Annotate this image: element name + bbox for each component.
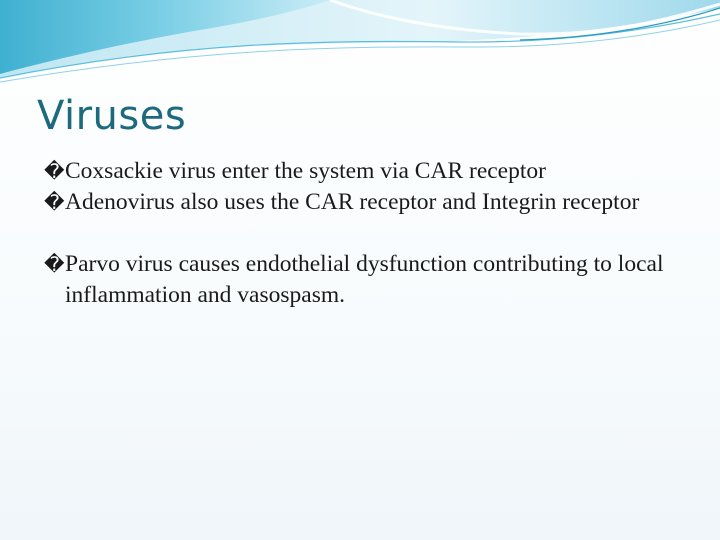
header-wave-decoration [0,0,720,90]
bullet-text: Coxsackie virus enter the system via CAR receptor [65,158,546,184]
bullet-list [44,156,684,311]
bullet-item [44,187,684,218]
bullet-text: Adenovirus also uses the CAR receptor and Integrin receptor [65,189,640,215]
bullet-marker-icon: � [44,252,65,276]
bullet-marker-icon: � [44,190,65,214]
bullet-item [44,156,684,187]
bullet-text: Parvo virus causes endothelial dysfunction contributing to local inflammation and vasospasm. [65,251,664,308]
slide-title: Viruses [37,93,187,139]
bullet-item [44,249,684,311]
bullet-marker-icon: � [44,159,65,183]
